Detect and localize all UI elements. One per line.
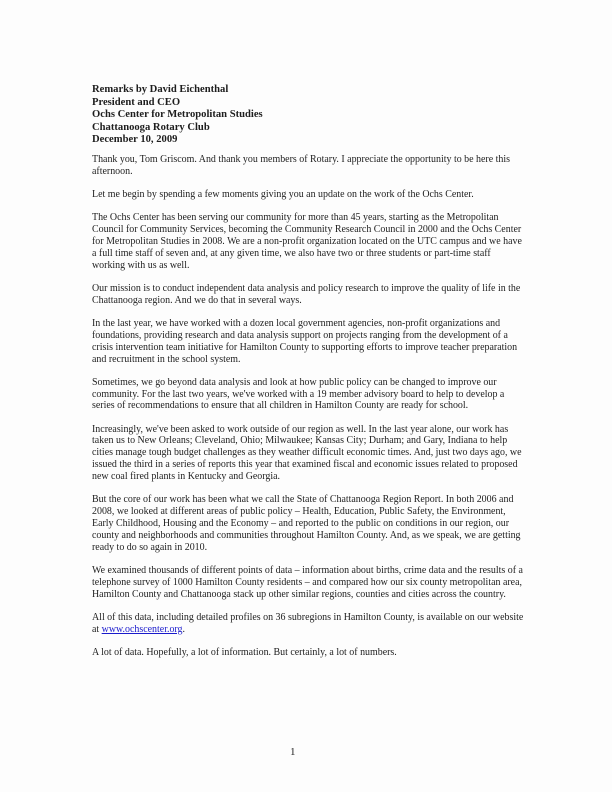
header-line-position: President and CEO	[92, 96, 181, 108]
header-line-venue: Chattanooga Rotary Club	[92, 121, 210, 133]
paragraph-data-points: We examined thousands of different points of data – information about births, crime data and the results of a telephone survey of 1000 Hamilton County residents – and compared how our six county metropolitan area, Hamilton County and Chattanooga stack up other similar regions, counties and cities across the country.	[92, 564, 523, 600]
paragraph-outside-region: Increasingly, we've been asked to work outside of our region as well. In the last year alone, our work has taken us to New Orleans; Cleveland, Ohio; Milwaukee; Kansas City; Durham; and Gary, Indiana to help cities manage tough budget challenges as they weather difficult economic times. And, just two days ago, we issued the third in a series of reports this year that examined fiscal and economic issues related to proposed new coal fired plants in Kentucky and Georgia.	[92, 423, 522, 483]
remarks-header	[92, 84, 532, 147]
page-number: 1	[290, 746, 296, 758]
paragraph-mission: Our mission is to conduct independent data analysis and policy research to improve the quality of life in the Chattanooga region. And we do that in several ways.	[92, 282, 521, 306]
paragraph-thanks: Thank you, Tom Griscom. And thank you members of Rotary. I appreciate the opportunity to be here this afternoon.	[92, 154, 510, 177]
paragraph-website	[92, 612, 525, 636]
website-text-before: All of this data, including detailed profiles on 36 subregions in Hamilton County, is available on our website at	[92, 611, 524, 635]
paragraph-history: The Ochs Center has been serving our community for more than 45 years, starting as the Metropolitan Council for Community Services, becoming the Community Research Council in 2000 and the Ochs Center for Metropolitan Studies in 2008. We are a non-profit organization located on the UTC campus and we have a full time staff of seven and, at any given time, we also have two or three students or part-time staff working with us as well.	[92, 212, 522, 271]
paragraph-update-intro: Let me begin by spending a few moments giving you an update on the work of the Ochs Center.	[92, 189, 474, 200]
paragraph-state-of-region: But the core of our work has been what we call the State of Chattanooga Region Report. In both 2006 and 2008, we looked at different areas of public policy – Health, Education, Public Safety, the Environment, Early Childhood, Housing and the Economy – and reported to the public on conditions in our region, our county and neighborhoods and communities throughout Hamilton County. And, as we speak, we are getting ready to do so again in 2010.	[92, 494, 521, 553]
paragraph-closing: A lot of data. Hopefully, a lot of information. But certainly, a lot of numbers.	[92, 646, 397, 658]
website-text-after: .	[182, 623, 185, 635]
header-line-date: December 10, 2009	[92, 134, 178, 146]
remarks-body	[92, 154, 525, 670]
paragraph-policy: Sometimes, we go beyond data analysis and look at how public policy can be changed to improve our community. For the last two years, we've worked with a 19 member advisory board to help to develop a series of recommendations to ensure that all children in Hamilton County are ready for school.	[92, 376, 505, 412]
paragraph-local-work: In the last year, we have worked with a dozen local government agencies, non-profit organizations and foundations, providing research and data analysis support on projects ranging from the development of a crisis intervention team initiative for Hamilton County to supporting efforts to improve teacher preparation and recruitment in the school system.	[92, 317, 518, 365]
header-line-title: Remarks by David Eichenthal	[92, 84, 229, 95]
website-link[interactable]: www.ochscenter.org	[101, 623, 183, 635]
header-line-organization: Ochs Center for Metropolitan Studies	[92, 109, 263, 121]
